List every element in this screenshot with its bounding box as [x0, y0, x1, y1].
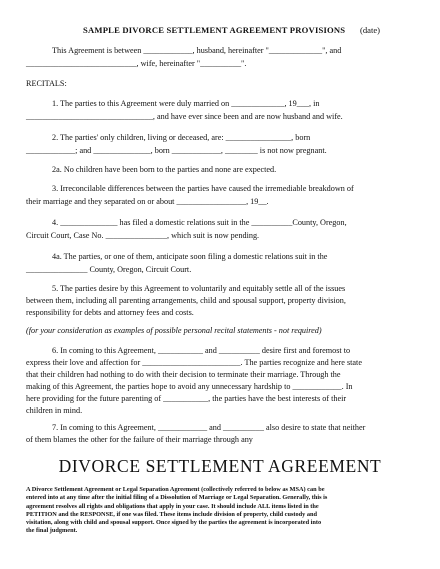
- summary-paragraph: [26, 486, 418, 536]
- recital-line: responsibility for debts and attorney fees and costs.: [26, 308, 194, 317]
- recital-line: 3. Irreconcilable differences between the parties have caused the irremediable breakdown of: [52, 184, 354, 193]
- recital-line: between them, including all parenting arrangements, child and spousal support, property division,: [26, 296, 346, 305]
- recital-line: 6. In coming to this Agreement, ___________ and __________ desire first and foremost to: [52, 346, 351, 355]
- summary-line: agreement resolves all rights and obligations that apply in your case. It should include ALL items listed in the: [26, 502, 319, 510]
- summary-line: A Divorce Settlement Agreement or Legal Separation Agreement (collectively referred to below as MSA) can be: [26, 486, 325, 493]
- recital-line: here providing for the future parenting of ___________, the parties have the best interests of their: [26, 394, 347, 403]
- recital-line: 4a. The parties, or one of them, anticipate soon filing a domestic relations suit in the: [52, 252, 328, 261]
- recital-line: of them blames the other for the failure of their marriage through any: [26, 435, 253, 444]
- recital-line: 7. In coming to this Agreement, ____________ and __________ also desire to state that neither: [52, 423, 366, 432]
- intro-line: ___________________________, wife, hereinafter "__________".: [26, 59, 247, 68]
- document-header-date: (date): [360, 25, 381, 35]
- intro-line: This Agreement is between ____________, husband, hereinafter "_____________", and: [52, 46, 342, 55]
- document-header-title: SAMPLE DIVORCE SETTLEMENT AGREEMENT PROVISIONS: [83, 25, 346, 35]
- recital-line: that their children had nothing to do with their decision to terminate their marriage. Through the: [26, 370, 341, 379]
- main-title: DIVORCE SETTLEMENT AGREEMENT: [58, 456, 382, 476]
- recital-note: (for your consideration as examples of possible personal recital statements - not required): [26, 326, 322, 335]
- recital-line: 5. The parties desire by this Agreement to voluntarily and equitably settle all of the issues: [52, 284, 346, 293]
- recital-line: _______________ County, Oregon, Circuit Court.: [26, 265, 192, 274]
- recital-line: 4. ______________ has filed a domestic relations suit in the __________County, Oregon,: [52, 218, 347, 227]
- recitals-heading: RECITALS:: [26, 79, 67, 88]
- recital-line: 1. The parties to this Agreement were duly married on _____________, 19___, in: [52, 99, 320, 108]
- summary-line: PETITION and the RESPONSE, if one was filed. These items include division of property, child custody and: [26, 510, 318, 518]
- summary-line: the final judgment.: [26, 527, 78, 535]
- recital-line: making of this Agreement, the parties hope to avoid any unnecessary hardship to ____________. In: [26, 382, 353, 391]
- summary-line: visitation, along with child and spousal support. Once signed by the parties the agreement is incorporated into: [26, 519, 322, 527]
- recital-line: _______________________________, and have ever since been and are now husband and wife.: [26, 112, 343, 121]
- recital-line: 2. The parties' only children, living or deceased, are: ________________, born: [52, 133, 311, 142]
- recital-line: 2a. No children have been born to the parties and none are expected.: [52, 165, 277, 174]
- recital-line: their marriage and they separated on or about _________________, 19__.: [26, 197, 269, 206]
- summary-line: entered into at any time after the initial filing of a Dissolution of Marriage or Legal Separation. Generally, this is: [26, 494, 328, 502]
- recital-line: ____________; and ______________, born ____________, ________ is not now pregnant.: [26, 146, 327, 155]
- recital-line: Circuit Court, Case No. _______________, which suit is now pending.: [26, 231, 260, 240]
- recital-line: express their love and affection for ________________________. The parties recognize and here state: [26, 358, 362, 367]
- recital-line: children in mind.: [26, 406, 83, 415]
